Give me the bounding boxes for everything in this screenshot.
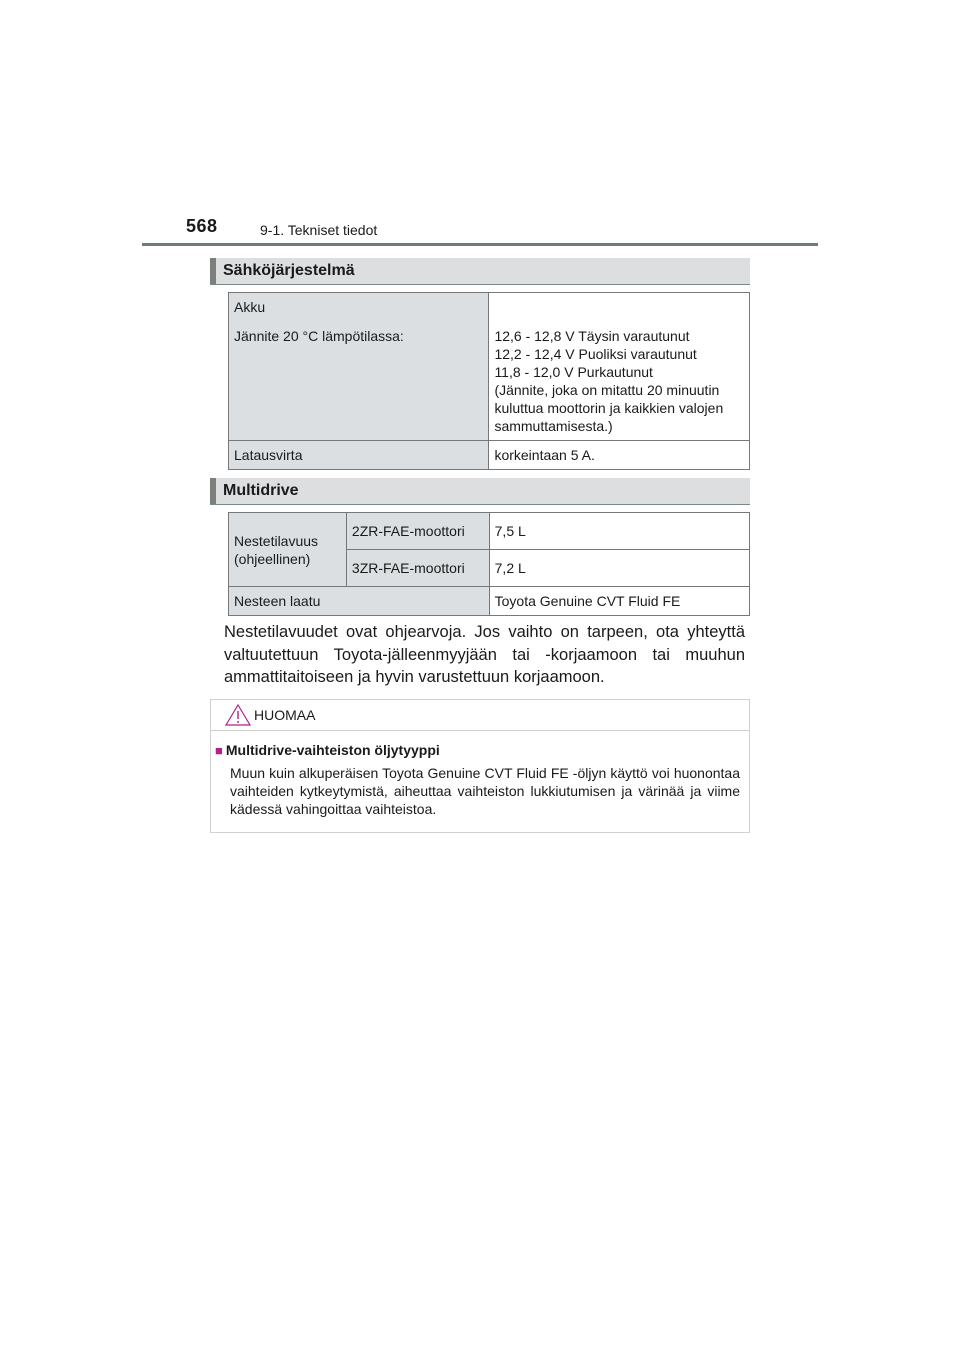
table-row	[229, 513, 750, 550]
charge-value: korkeintaan 5 A.	[489, 441, 750, 470]
section-heading-text: Sähköjärjestelmä	[223, 262, 355, 279]
table-row	[229, 587, 750, 616]
multidrive-table	[228, 512, 750, 616]
notice-text: Muun kuin alkuperäisen Toyota Genuine CVT Fluid FE -öljyn käyttö voi huonontaa vaihteiden kytkeytymistä, aiheuttaa vaihteiston lukkiutumisen ja värinää ja viime kädessä vahingoittaa vaihteistoa.	[230, 765, 740, 817]
page-number: 568	[186, 216, 218, 236]
warning-triangle-icon	[225, 703, 251, 727]
voltage-line: 11,8 - 12,0 V Purkautunut	[494, 364, 653, 380]
chapter-title: 9-1. Tekniset tiedot	[260, 222, 378, 238]
voltage-line: 12,6 - 12,8 V Täysin varautunut	[494, 328, 690, 344]
table-row	[229, 293, 750, 441]
capacity-label-line: Nestetilavuus	[234, 532, 319, 549]
electrical-table	[228, 292, 750, 470]
notice-box	[210, 699, 750, 833]
charge-label: Latausvirta	[229, 441, 489, 470]
body-paragraph: Nestetilavuudet ovat ohjearvoja. Jos vaihto on tarpeen, ota yhteyttä valtuutettuun Toyota-jälleenmyyjään tai -korjaamoon tai muuhun ammattitaitoiseen ja hyvin varustettuun korjaamoon.	[224, 623, 745, 686]
quality-value: Toyota Genuine CVT Fluid FE	[489, 587, 749, 616]
capacity-label-line: (ohjeellinen)	[234, 550, 311, 567]
header-rule	[142, 243, 818, 246]
section-heading-electrical	[210, 258, 750, 285]
engine-value: 7,5 L	[489, 513, 749, 550]
capacity-label	[229, 513, 347, 587]
notice-header	[211, 700, 749, 731]
voltage-line: sammuttamisesta.)	[494, 418, 613, 434]
voltage-label: Jännite 20 °C lämpötilassa:	[234, 328, 404, 344]
bullet-icon: ■	[215, 743, 223, 758]
voltage-line: kuluttua moottorin ja kaikkien valojen	[494, 400, 724, 416]
voltage-line: (Jännite, joka on mitattu 20 minuutin	[494, 382, 720, 398]
notice-title: HUOMAA	[254, 707, 316, 723]
notice-subtitle	[215, 742, 440, 758]
quality-label: Nesteen laatu	[229, 587, 490, 616]
engine-label: 3ZR-FAE-moottori	[346, 550, 489, 587]
section-heading-text: Multidrive	[223, 482, 299, 499]
section-heading-multidrive	[210, 478, 750, 505]
battery-label: Akku	[234, 299, 266, 315]
table-cell-label	[229, 293, 489, 441]
engine-value: 7,2 L	[489, 550, 749, 587]
notice-subtitle-text: Multidrive-vaihteiston öljytyyppi	[225, 742, 440, 758]
engine-label: 2ZR-FAE-moottori	[346, 513, 489, 550]
table-cell-value	[489, 293, 750, 441]
table-row	[229, 441, 750, 470]
voltage-line: 12,2 - 12,4 V Puoliksi varautunut	[494, 346, 697, 362]
